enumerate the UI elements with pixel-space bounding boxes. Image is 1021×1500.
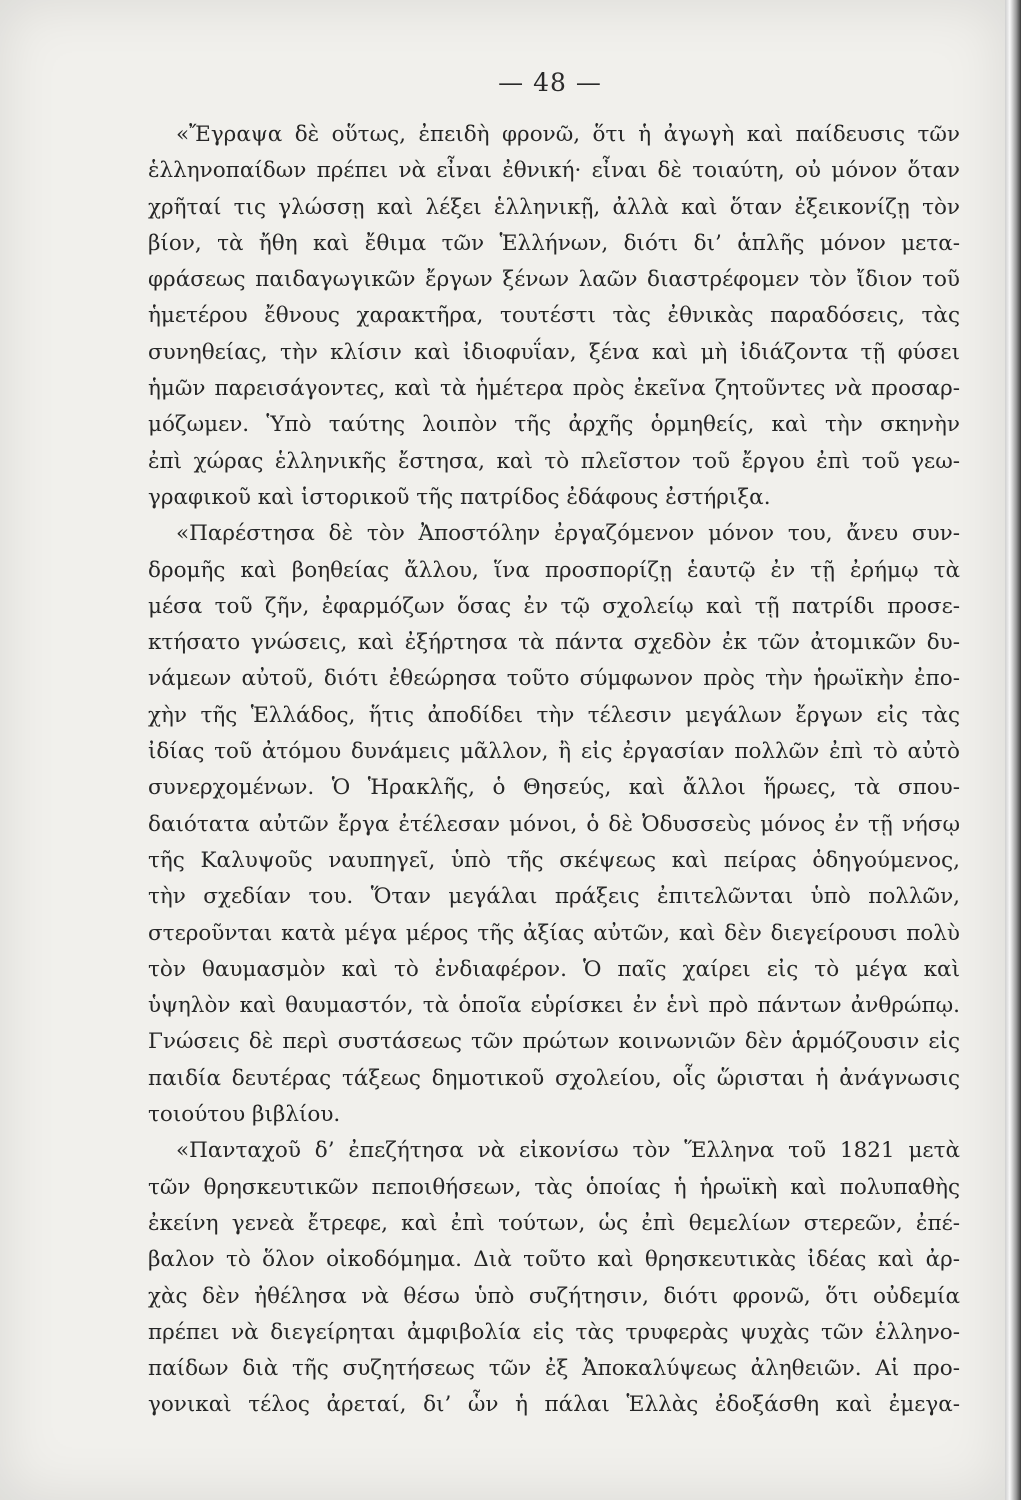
text-line: πρέπει νὰ διεγείρηται ἀμφιβολία εἰς τὰς τρυφερὰς ψυχὰς τῶν ἑλληνο- xyxy=(148,1319,960,1345)
text-line: χὰς δὲν ἠθέλησα νὰ θέσω ὑπὸ συζήτησιν, διότι φρονῶ, ὅτι οὐδεμία xyxy=(148,1283,960,1309)
text-line: μόζωμεν. Ὑπὸ ταύτης λοιπὸν τῆς ἀρχῆς ὁρμηθείς, καὶ τὴν σκηνὴν xyxy=(148,412,960,438)
text-line: στεροῦνται κατὰ μέγα μέρος τῆς ἀξίας αὐτῶν, καὶ δὲν διεγείρουσι πολὺ xyxy=(148,920,960,946)
text-line: δρομῆς καὶ βοηθείας ἄλλου, ἵνα προσπορίζῃ ἑαυτῷ ἐν τῇ ἐρήμῳ τὰ xyxy=(148,557,960,583)
text-line: χὴν τῆς Ἑλλάδος, ἥτις ἀποδίδει τὴν τέλεσιν μεγάλων ἔργων εἰς τὰς xyxy=(148,702,960,728)
text-line: παίδων διὰ τῆς συζητήσεως τῶν ἐξ Ἀποκαλύψεως ἀληθειῶν. Αἱ προ- xyxy=(148,1356,960,1382)
text-line: «Πανταχοῦ δ’ ἐπεζήτησα νὰ εἰκονίσω τὸν Ἕλληνα τοῦ 1821 μετὰ xyxy=(176,1138,960,1164)
text-line: γραφικοῦ καὶ ἱστορικοῦ τῆς πατρίδος ἐδάφους ἐστήριξα. xyxy=(148,484,771,510)
text-line: ἐκείνη γενεὰ ἔτρεφε, καὶ ἐπὶ τούτων, ὡς ἐπὶ θεμελίων στερεῶν, ἐπέ- xyxy=(148,1210,960,1236)
text-line: χρῆταί τις γλώσσῃ καὶ λέξει ἑλληνικῇ, ἀλλὰ καὶ ὅταν ἐξεικονίζῃ τὸν xyxy=(148,194,960,220)
page-number: — 48 — xyxy=(498,68,602,97)
text-line: βαλον τὸ ὅλον οἰκοδόμημα. Διὰ τοῦτο καὶ θρησκευτικὰς ἰδέας καὶ ἀρ- xyxy=(148,1247,960,1273)
text-line: κτήσατο γνώσεις, καὶ ἐξήρτησα τὰ πάντα σχεδὸν ἐκ τῶν ἀτομικῶν δυ- xyxy=(148,630,960,656)
text-line: ἰδίας τοῦ ἀτόμου δυνάμεις μᾶλλον, ἢ εἰς ἐργασίαν πολλῶν ἐπὶ τὸ αὐτὸ xyxy=(148,739,960,765)
text-line: ἑλληνοπαίδων πρέπει νὰ εἶναι ἐθνική· εἶναι δὲ τοιαύτη, οὐ μόνον ὅταν xyxy=(148,158,960,184)
text-line: τοιούτου βιβλίου. xyxy=(148,1102,341,1128)
text-line: τὸν θαυμασμὸν καὶ τὸ ἐνδιαφέρον. Ὁ παῖς χαίρει εἰς τὸ μέγα καὶ xyxy=(148,956,960,982)
text-line: τῶν θρησκευτικῶν πεποιθήσεων, τὰς ὁποίας ἡ ἡρωϊκὴ καὶ πολυπαθὴς xyxy=(148,1174,960,1200)
text-line: βίον, τὰ ἤθη καὶ ἔθιμα τῶν Ἑλλήνων, διότι δι’ ἁπλῆς μόνον μετα- xyxy=(148,230,960,256)
text-line: Γνώσεις δὲ περὶ συστάσεως τῶν πρώτων κοινωνιῶν δὲν ἁρμόζουσιν εἰς xyxy=(148,1029,960,1055)
text-line: «Παρέστησα δὲ τὸν Ἀποστόλην ἐργαζόμενον μόνον του, ἄνευ συν- xyxy=(176,521,960,547)
text-line: ὑψηλὸν καὶ θαυμαστόν, τὰ ὁποῖα εὑρίσκει ἐν ἑνὶ πρὸ πάντων ἀνθρώπῳ. xyxy=(148,993,960,1019)
text-line: δαιότατα αὐτῶν ἔργα ἐτέλεσαν μόνοι, ὁ δὲ Ὀδυσσεὺς μόνος ἐν τῇ νήσῳ xyxy=(148,811,960,837)
text-line: συνηθείας, τὴν κλίσιν καὶ ἰδιοφυΐαν, ξένα καὶ μὴ ἰδιάζοντα τῇ φύσει xyxy=(148,339,960,365)
text-line: μέσα τοῦ ζῆν, ἐφαρμόζων ὅσας ἐν τῷ σχολείῳ καὶ τῇ πατρίδι προσε- xyxy=(148,593,960,619)
body-text xyxy=(148,117,960,1424)
text-line: «Ἔγραψα δὲ οὕτως, ἐπειδὴ φρονῶ, ὅτι ἡ ἀγωγὴ καὶ παίδευσις τῶν xyxy=(176,122,960,147)
text-line: ἡμῶν παρεισάγοντες, καὶ τὰ ἡμέτερα πρὸς ἐκεῖνα ζητοῦντες νὰ προσαρ- xyxy=(148,376,960,402)
text-line: τῆς Καλυψοῦς ναυπηγεῖ, ὑπὸ τῆς σκέψεως καὶ πείρας ὁδηγούμενος, xyxy=(148,847,960,873)
text-line: παιδία δευτέρας τάξεως δημοτικοῦ σχολείου, οἷς ὥρισται ἡ ἀνάγνωσις xyxy=(148,1065,960,1091)
text-line: συνερχομένων. Ὁ Ἡρακλῆς, ὁ Θησεύς, καὶ ἄλλοι ἥρωες, τὰ σπου- xyxy=(148,775,960,801)
book-binding-edge xyxy=(1005,0,1021,1500)
text-line: γονικαὶ τέλος ἀρεταί, δι’ ὧν ἡ πάλαι Ἑλλὰς ἐδοξάσθη καὶ ἐμεγα- xyxy=(148,1392,960,1418)
text-line: ἡμετέρου ἔθνους χαρακτῆρα, τουτέστι τὰς ἐθνικὰς παραδόσεις, τὰς xyxy=(148,303,960,329)
text-line: νάμεων αὐτοῦ, διότι ἐθεώρησα τοῦτο σύμφωνον πρὸς τὴν ἡρωϊκὴν ἐπο- xyxy=(148,666,960,692)
text-line: τὴν σχεδίαν του. Ὅταν μεγάλαι πράξεις ἐπιτελῶνται ὑπὸ πολλῶν, xyxy=(148,884,960,910)
text-line: ἐπὶ χώρας ἑλληνικῆς ἔστησα, καὶ τὸ πλεῖστον τοῦ ἔργου ἐπὶ τοῦ γεω- xyxy=(148,448,960,474)
text-line: φράσεως παιδαγωγικῶν ἔργων ξένων λαῶν διαστρέφομεν τὸν ἴδιον τοῦ xyxy=(148,267,960,293)
